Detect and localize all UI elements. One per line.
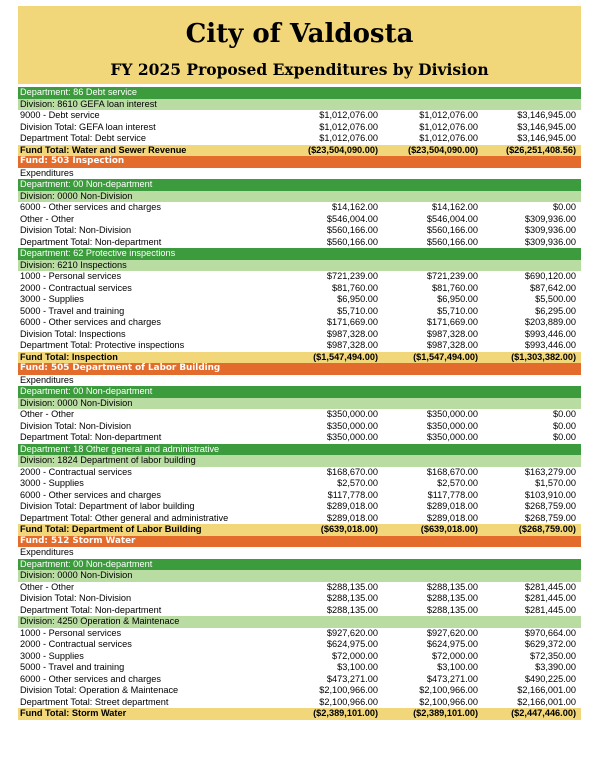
amount-col-2: $473,271.00: [426, 673, 478, 684]
amount-col-2: $3,100.00: [437, 662, 478, 672]
row-label: 9000 - Debt service: [20, 110, 100, 120]
row-label: Other - Other: [20, 409, 75, 419]
amount-col-2: $1,012,076.00: [419, 121, 478, 132]
table-row: [18, 340, 581, 352]
amount-col-2: $987,328.00: [426, 328, 478, 339]
amount-col-2: $546,004.00: [426, 213, 478, 224]
amount-col-1: $473,271.00: [326, 673, 378, 684]
department-header-row: [18, 386, 581, 398]
row-label: Expenditures: [20, 167, 74, 178]
row-label: Department: 18 Other general and administrative: [20, 443, 220, 454]
row-label: Department Total: Non-department: [20, 432, 162, 442]
table-row: [18, 409, 581, 421]
row-label: Department Total: Protective inspections: [20, 340, 185, 350]
row-label: Division: 0000 Non-Division: [20, 190, 133, 201]
row-label: Division: 0000 Non-Division: [20, 397, 133, 408]
row-label: Fund Total: Department of Labor Building: [20, 524, 202, 534]
amount-col-1: $289,018.00: [326, 512, 378, 523]
amount-col-2: ($2,389,101.00): [413, 708, 478, 718]
amount-col-2: $6,950.00: [437, 294, 478, 304]
amount-col-3: $309,936.00: [524, 213, 576, 224]
amount-col-2: $288,135.00: [426, 581, 478, 592]
amount-col-1: ($639,018.00): [320, 524, 378, 534]
row-label: 6000 - Other services and charges: [20, 673, 161, 684]
row-label: Fund: 505 Department of Labor Building: [20, 363, 221, 373]
department-header-row: [18, 444, 581, 456]
amount-col-1: $289,018.00: [326, 501, 378, 511]
table-row: [18, 478, 581, 490]
amount-col-3: $309,936.00: [524, 225, 576, 235]
amount-col-1: $14,162.00: [332, 202, 378, 212]
amount-col-1: $6,950.00: [337, 294, 378, 304]
table-row: [18, 283, 581, 295]
row-label: Division: 1824 Department of labor building: [20, 455, 196, 465]
amount-col-1: ($1,547,494.00): [313, 351, 378, 362]
fund-total-row: [18, 352, 581, 364]
table-row: [18, 639, 581, 651]
amount-col-3: $1,570.00: [535, 478, 576, 488]
amount-col-2: $2,100,966.00: [419, 685, 478, 695]
fund-total-row: [18, 145, 581, 157]
amount-col-1: $721,239.00: [326, 271, 378, 281]
amount-col-3: $2,166,001.00: [517, 696, 576, 707]
row-label: Other - Other: [20, 581, 75, 592]
table-row: [18, 674, 581, 686]
amount-col-3: $281,445.00: [524, 593, 576, 603]
amount-col-1: $288,135.00: [326, 581, 378, 592]
row-label: Fund Total: Storm Water: [20, 708, 127, 718]
amount-col-2: $624,975.00: [426, 639, 478, 649]
amount-col-3: $163,279.00: [524, 466, 576, 477]
row-label: Fund: 503 Inspection: [20, 156, 125, 166]
division-header-row: [18, 99, 581, 111]
amount-col-2: $14,162.00: [432, 202, 478, 212]
table-row: [18, 501, 581, 513]
amount-col-3: $629,372.00: [524, 639, 576, 649]
table-row: [18, 467, 581, 479]
row-label: Division: 6210 Inspections: [20, 259, 127, 270]
row-label: Department: 00 Non-department: [20, 179, 153, 189]
division-header-row: [18, 191, 581, 203]
amount-col-1: $2,100,966.00: [319, 696, 378, 707]
amount-col-3: $281,445.00: [524, 604, 576, 615]
table-row: [18, 685, 581, 697]
amount-col-3: $970,664.00: [524, 627, 576, 638]
row-label: 2000 - Contractual services: [20, 282, 132, 293]
amount-col-3: $0.00: [553, 432, 576, 442]
row-label: 2000 - Contractual services: [20, 639, 132, 649]
amount-col-3: $690,120.00: [524, 271, 576, 281]
amount-col-3: $3,146,945.00: [517, 133, 576, 143]
division-header-row: [18, 616, 581, 628]
amount-col-3: $5,500.00: [535, 294, 576, 304]
row-label: Division Total: Inspections: [20, 328, 126, 339]
table-row: [18, 329, 581, 341]
amount-col-1: $72,000.00: [332, 650, 378, 661]
row-label: Department: 62 Protective inspections: [20, 248, 176, 258]
table-row: [18, 133, 581, 145]
amount-col-2: $171,669.00: [426, 317, 478, 327]
amount-col-2: $288,135.00: [426, 593, 478, 603]
amount-col-2: $2,570.00: [437, 478, 478, 488]
amount-col-2: $5,710.00: [437, 305, 478, 316]
amount-col-2: $72,000.00: [432, 650, 478, 661]
amount-col-1: $288,135.00: [326, 593, 378, 603]
table-row: [18, 582, 581, 594]
row-label: 6000 - Other services and charges: [20, 317, 161, 327]
row-label: Department: 00 Non-department: [20, 386, 153, 396]
amount-col-2: $288,135.00: [426, 604, 478, 615]
row-label: Division Total: Non-Division: [20, 420, 132, 431]
amount-col-3: $6,295.00: [535, 305, 576, 316]
amount-col-3: ($2,447,446.00): [511, 708, 576, 718]
table-row: [18, 697, 581, 709]
amount-col-2: $987,328.00: [426, 340, 478, 350]
row-label: Fund Total: Water and Sewer Revenue: [20, 144, 187, 155]
amount-col-1: $81,760.00: [332, 282, 378, 293]
amount-col-1: $350,000.00: [326, 432, 378, 442]
amount-col-2: $721,239.00: [426, 271, 478, 281]
fund-header-row: [18, 363, 581, 375]
amount-col-2: $1,012,076.00: [419, 110, 478, 120]
row-label: Division Total: Operation & Maintenace: [20, 685, 179, 695]
row-label: Department Total: Street department: [20, 696, 169, 707]
table-row: [18, 237, 581, 249]
amount-col-3: $0.00: [553, 420, 576, 431]
row-label: Department Total: Other general and administrative: [20, 512, 229, 523]
amount-col-1: $3,100.00: [337, 662, 378, 672]
amount-col-3: $3,390.00: [535, 662, 576, 672]
fund-header-row: [18, 156, 581, 168]
amount-col-3: $203,889.00: [524, 317, 576, 327]
amount-col-3: $87,642.00: [530, 282, 576, 293]
amount-col-1: ($23,504,090.00): [308, 144, 378, 155]
row-label: 3000 - Supplies: [20, 294, 84, 304]
department-header-row: [18, 179, 581, 191]
fund-total-row: [18, 524, 581, 536]
amount-col-1: $117,778.00: [327, 489, 378, 500]
amount-col-3: $0.00: [553, 409, 576, 419]
amount-col-1: $5,710.00: [337, 305, 378, 316]
amount-col-3: ($1,303,382.00): [511, 351, 576, 362]
table-row: [18, 605, 581, 617]
amount-col-1: $927,620.00: [326, 627, 378, 638]
row-label: 6000 - Other services and charges: [20, 489, 161, 500]
amount-col-1: $171,669.00: [326, 317, 378, 327]
row-label: Department Total: Debt service: [20, 133, 146, 143]
row-label: 1000 - Personal services: [20, 271, 122, 281]
table-row: [18, 271, 581, 283]
table-row: [18, 593, 581, 605]
section-label-row: [18, 168, 581, 180]
row-label: Fund Total: Inspection: [20, 351, 118, 362]
fund-header-row: [18, 536, 581, 548]
amount-col-3: $993,446.00: [524, 328, 576, 339]
row-label: 3000 - Supplies: [20, 650, 84, 661]
amount-col-1: $1,012,076.00: [319, 133, 378, 143]
row-label: Department: 86 Debt service: [20, 87, 137, 97]
amount-col-3: $3,146,945.00: [517, 110, 576, 120]
row-label: Department: 00 Non-department: [20, 558, 153, 569]
amount-col-1: $624,975.00: [326, 639, 378, 649]
department-header-row: [18, 559, 581, 571]
table-row: [18, 432, 581, 444]
row-label: 3000 - Supplies: [20, 478, 84, 488]
amount-col-1: $1,012,076.00: [319, 121, 378, 132]
amount-col-1: $288,135.00: [326, 604, 378, 615]
amount-col-3: $993,446.00: [524, 340, 576, 350]
amount-col-2: ($1,547,494.00): [413, 351, 478, 362]
amount-col-3: $309,936.00: [524, 236, 576, 247]
department-header-row: [18, 248, 581, 260]
page-title: City of Valdosta: [185, 19, 414, 49]
table-row: [18, 421, 581, 433]
amount-col-3: $268,759.00: [524, 501, 576, 511]
division-header-row: [18, 455, 581, 467]
row-label: Other - Other: [20, 213, 75, 224]
row-label: Division Total: Non-Division: [20, 225, 132, 235]
row-label: Fund: 512 Storm Water: [20, 535, 136, 546]
amount-col-3: $2,166,001.00: [517, 685, 576, 695]
division-header-row: [18, 570, 581, 582]
amount-col-1: $560,166.00: [326, 236, 378, 247]
division-header-row: [18, 398, 581, 410]
table-row: [18, 513, 581, 525]
division-header-row: [18, 260, 581, 272]
report-header: [18, 6, 581, 84]
row-label: Department Total: Non-department: [20, 604, 162, 615]
amount-col-3: ($268,759.00): [518, 524, 576, 534]
row-label: Division Total: Department of labor building: [20, 501, 195, 511]
amount-col-3: ($26,251,408.56): [506, 144, 576, 155]
table-row: [18, 317, 581, 329]
row-label: Expenditures: [20, 547, 74, 557]
row-label: Department Total: Non-department: [20, 236, 162, 247]
amount-col-2: $350,000.00: [426, 409, 478, 419]
amount-col-2: $560,166.00: [426, 236, 478, 247]
row-label: 5000 - Travel and training: [20, 305, 125, 316]
expenditure-table: [18, 87, 581, 720]
amount-col-1: $987,328.00: [326, 340, 378, 350]
table-row: [18, 651, 581, 663]
row-label: 5000 - Travel and training: [20, 662, 125, 672]
amount-col-2: $1,012,076.00: [419, 133, 478, 143]
amount-col-3: $72,350.00: [530, 650, 576, 661]
amount-col-2: $168,670.00: [426, 466, 478, 477]
row-label: 1000 - Personal services: [20, 627, 122, 638]
row-label: Expenditures: [20, 374, 74, 385]
amount-col-1: $987,328.00: [326, 328, 378, 339]
amount-col-1: $2,570.00: [337, 478, 378, 488]
row-label: Division: 8610 GEFA loan interest: [20, 98, 157, 109]
table-row: [18, 628, 581, 640]
row-label: 6000 - Other services and charges: [20, 202, 161, 212]
amount-col-1: $350,000.00: [326, 420, 378, 431]
row-label: Division: 0000 Non-Division: [20, 570, 133, 580]
amount-col-3: $490,225.00: [524, 673, 576, 684]
row-label: Division Total: Non-Division: [20, 593, 132, 603]
table-row: [18, 306, 581, 318]
section-label-row: [18, 547, 581, 559]
amount-col-1: $1,012,076.00: [319, 110, 378, 120]
amount-col-2: ($23,504,090.00): [408, 144, 478, 155]
amount-col-3: $268,759.00: [524, 512, 576, 523]
table-row: [18, 294, 581, 306]
amount-col-1: $168,670.00: [326, 466, 378, 477]
fund-total-row: [18, 708, 581, 720]
amount-col-2: $560,166.00: [426, 225, 478, 235]
table-row: [18, 225, 581, 237]
section-label-row: [18, 375, 581, 387]
amount-col-2: $350,000.00: [426, 432, 478, 442]
amount-col-3: $3,146,945.00: [517, 121, 576, 132]
table-row: [18, 662, 581, 674]
amount-col-1: $560,166.00: [326, 225, 378, 235]
amount-col-1: ($2,389,101.00): [313, 708, 378, 718]
amount-col-2: $927,620.00: [426, 627, 478, 638]
table-row: [18, 490, 581, 502]
amount-col-1: $546,004.00: [326, 213, 378, 224]
amount-col-2: $2,100,966.00: [419, 696, 478, 707]
row-label: 2000 - Contractual services: [20, 466, 132, 477]
amount-col-2: $350,000.00: [426, 420, 478, 431]
amount-col-2: $81,760.00: [432, 282, 478, 293]
amount-col-2: ($639,018.00): [420, 524, 478, 534]
amount-col-1: $350,000.00: [326, 409, 378, 419]
table-row: [18, 202, 581, 214]
amount-col-2: $117,778.00: [427, 489, 478, 500]
amount-col-2: $289,018.00: [426, 501, 478, 511]
table-row: [18, 110, 581, 122]
row-label: Division Total: GEFA loan interest: [20, 121, 156, 132]
amount-col-3: $0.00: [553, 202, 576, 212]
page-subtitle: FY 2025 Proposed Expenditures by Division: [110, 60, 489, 79]
amount-col-3: $281,445.00: [524, 581, 576, 592]
table-row: [18, 122, 581, 134]
table-row: [18, 214, 581, 226]
amount-col-2: $289,018.00: [426, 512, 478, 523]
row-label: Division: 4250 Operation & Maintenace: [20, 616, 180, 626]
amount-col-1: $2,100,966.00: [319, 685, 378, 695]
department-header-row: [18, 87, 581, 99]
amount-col-3: $103,910.00: [524, 489, 576, 500]
